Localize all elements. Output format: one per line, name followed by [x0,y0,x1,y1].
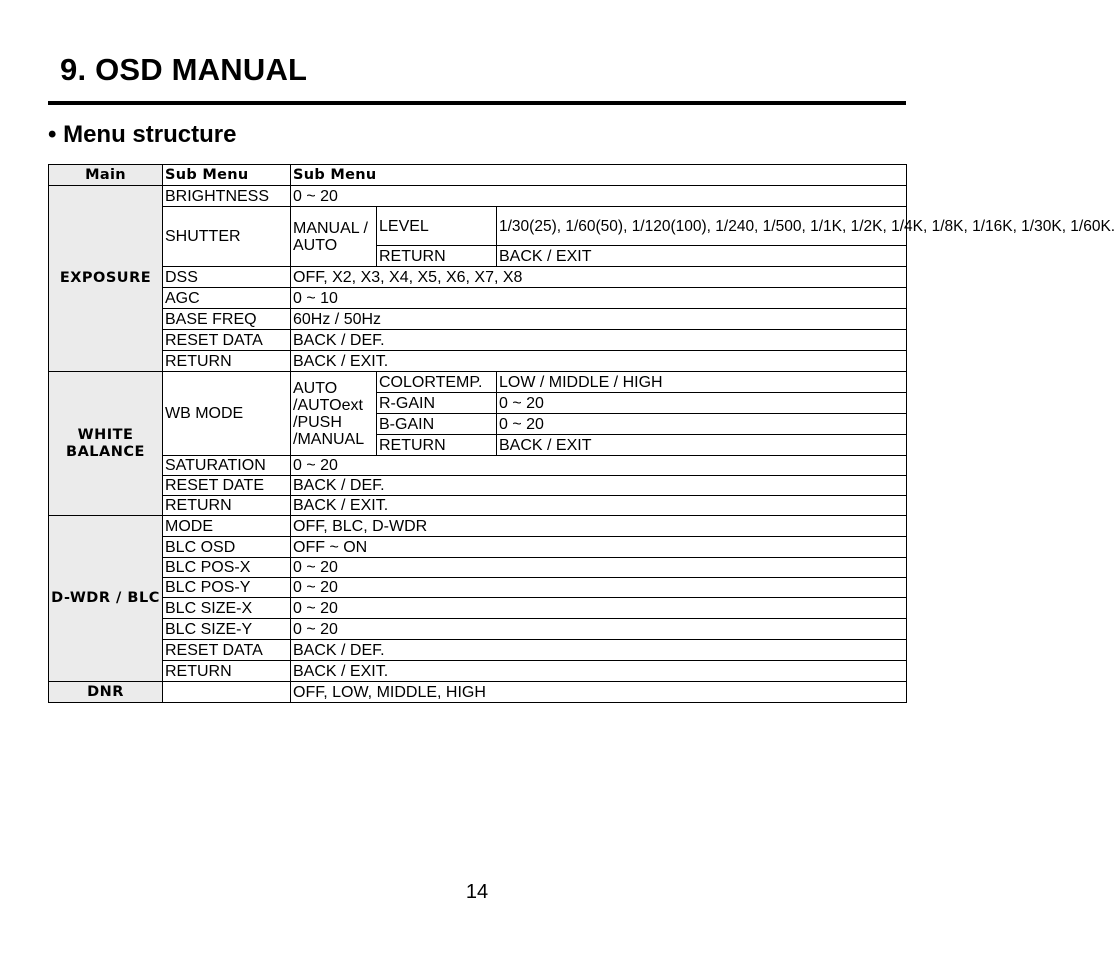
value-blc-pos-y: 0 ~ 20 [291,578,907,598]
table-header-row [49,165,907,186]
submenu-shutter-return: RETURN [377,246,497,267]
table-row [49,598,907,619]
main-dwdr-blc: D-WDR / BLC [49,516,163,682]
submenu-blc-size-x: BLC SIZE-X [163,598,291,619]
value-dss: OFF, X2, X3, X4, X5, X6, X7, X8 [291,267,907,288]
main-exposure: EXPOSURE [49,186,163,372]
value-b-gain: 0 ~ 20 [497,414,907,435]
value-blc-pos-x: 0 ~ 20 [291,558,907,578]
menu-structure-table [48,164,1115,703]
value-saturation: 0 ~ 20 [291,456,907,476]
submenu-reset-date: RESET DATE [163,476,291,496]
table-row [49,516,907,537]
value-blc-reset-data: BACK / DEF. [291,640,907,661]
table-row [49,267,907,288]
submenu-level: LEVEL [377,207,497,246]
submenu-wb-return: RETURN [377,435,497,456]
section-heading: • Menu structure [48,121,237,148]
submenu-saturation: SATURATION [163,456,291,476]
value-brightness: 0 ~ 20 [291,186,907,207]
value-reset-data: BACK / DEF. [291,330,907,351]
table-row [49,619,907,640]
table-row [49,288,907,309]
table-row [49,456,907,476]
submenu-base-freq: BASE FREQ [163,309,291,330]
value-base-freq: 60Hz / 50Hz [291,309,907,330]
submenu-dnr-empty [163,682,291,703]
submenu-colortemp: COLORTEMP. [377,372,497,393]
submenu-agc: AGC [163,288,291,309]
submenu-blc-reset-data: RESET DATA [163,640,291,661]
submenu-return: RETURN [163,351,291,372]
wb-modes: AUTO /AUTOext /PUSH /MANUAL [291,372,377,456]
value-dnr: OFF, LOW, MIDDLE, HIGH [291,682,907,703]
main-white-balance: WHITE BALANCE [49,372,163,516]
table-row [49,330,907,351]
submenu-blc-osd: BLC OSD [163,537,291,558]
submenu-reset-data: RESET DATA [163,330,291,351]
table-row [49,682,907,703]
submenu-shutter: SHUTTER [163,207,291,267]
value-return: BACK / EXIT. [291,351,907,372]
header-main: Main [49,165,163,186]
submenu-blc-size-y: BLC SIZE-Y [163,619,291,640]
value-reset-date: BACK / DEF. [291,476,907,496]
table-row [49,496,907,516]
table-row [49,537,907,558]
value-blc-osd: OFF ~ ON [291,537,907,558]
submenu-wb-mode: WB MODE [163,372,291,456]
table-row [49,578,907,598]
main-dnr: DNR [49,682,163,703]
submenu-wb-menu-return: RETURN [163,496,291,516]
table-row [49,661,907,682]
table-row [49,372,907,393]
value-r-gain: 0 ~ 20 [497,393,907,414]
table-row [49,186,907,207]
value-mode: OFF, BLC, D-WDR [291,516,907,537]
table-row [49,476,907,496]
submenu-brightness: BRIGHTNESS [163,186,291,207]
shutter-mode: MANUAL / AUTO [291,207,377,267]
submenu-blc-pos-y: BLC POS-Y [163,578,291,598]
value-level: 1/30(25), 1/60(50), 1/120(100), 1/240, 1/500, 1/1K, 1/2K, 1/4K, 1/8K, 1/16K, 1/30K, 1/60K. [497,207,907,246]
page-number: 14 [465,881,489,903]
value-colortemp: LOW / MIDDLE / HIGH [497,372,907,393]
table-row [49,558,907,578]
value-blc-return: BACK / EXIT. [291,661,907,682]
value-blc-size-x: 0 ~ 20 [291,598,907,619]
table-row [49,309,907,330]
submenu-r-gain: R-GAIN [377,393,497,414]
value-shutter-return: BACK / EXIT [497,246,907,267]
header-sub-menu-2: Sub Menu [291,165,907,186]
value-wb-return: BACK / EXIT [497,435,907,456]
table-row [49,640,907,661]
page-title: 9. OSD MANUAL [60,52,308,87]
table-row [49,351,907,372]
submenu-blc-pos-x: BLC POS-X [163,558,291,578]
submenu-mode: MODE [163,516,291,537]
submenu-b-gain: B-GAIN [377,414,497,435]
table-row [49,207,907,246]
value-wb-menu-return: BACK / EXIT. [291,496,907,516]
submenu-dss: DSS [163,267,291,288]
submenu-blc-return: RETURN [163,661,291,682]
title-divider [48,101,906,105]
header-sub-menu-1: Sub Menu [163,165,291,186]
value-blc-size-y: 0 ~ 20 [291,619,907,640]
value-agc: 0 ~ 10 [291,288,907,309]
